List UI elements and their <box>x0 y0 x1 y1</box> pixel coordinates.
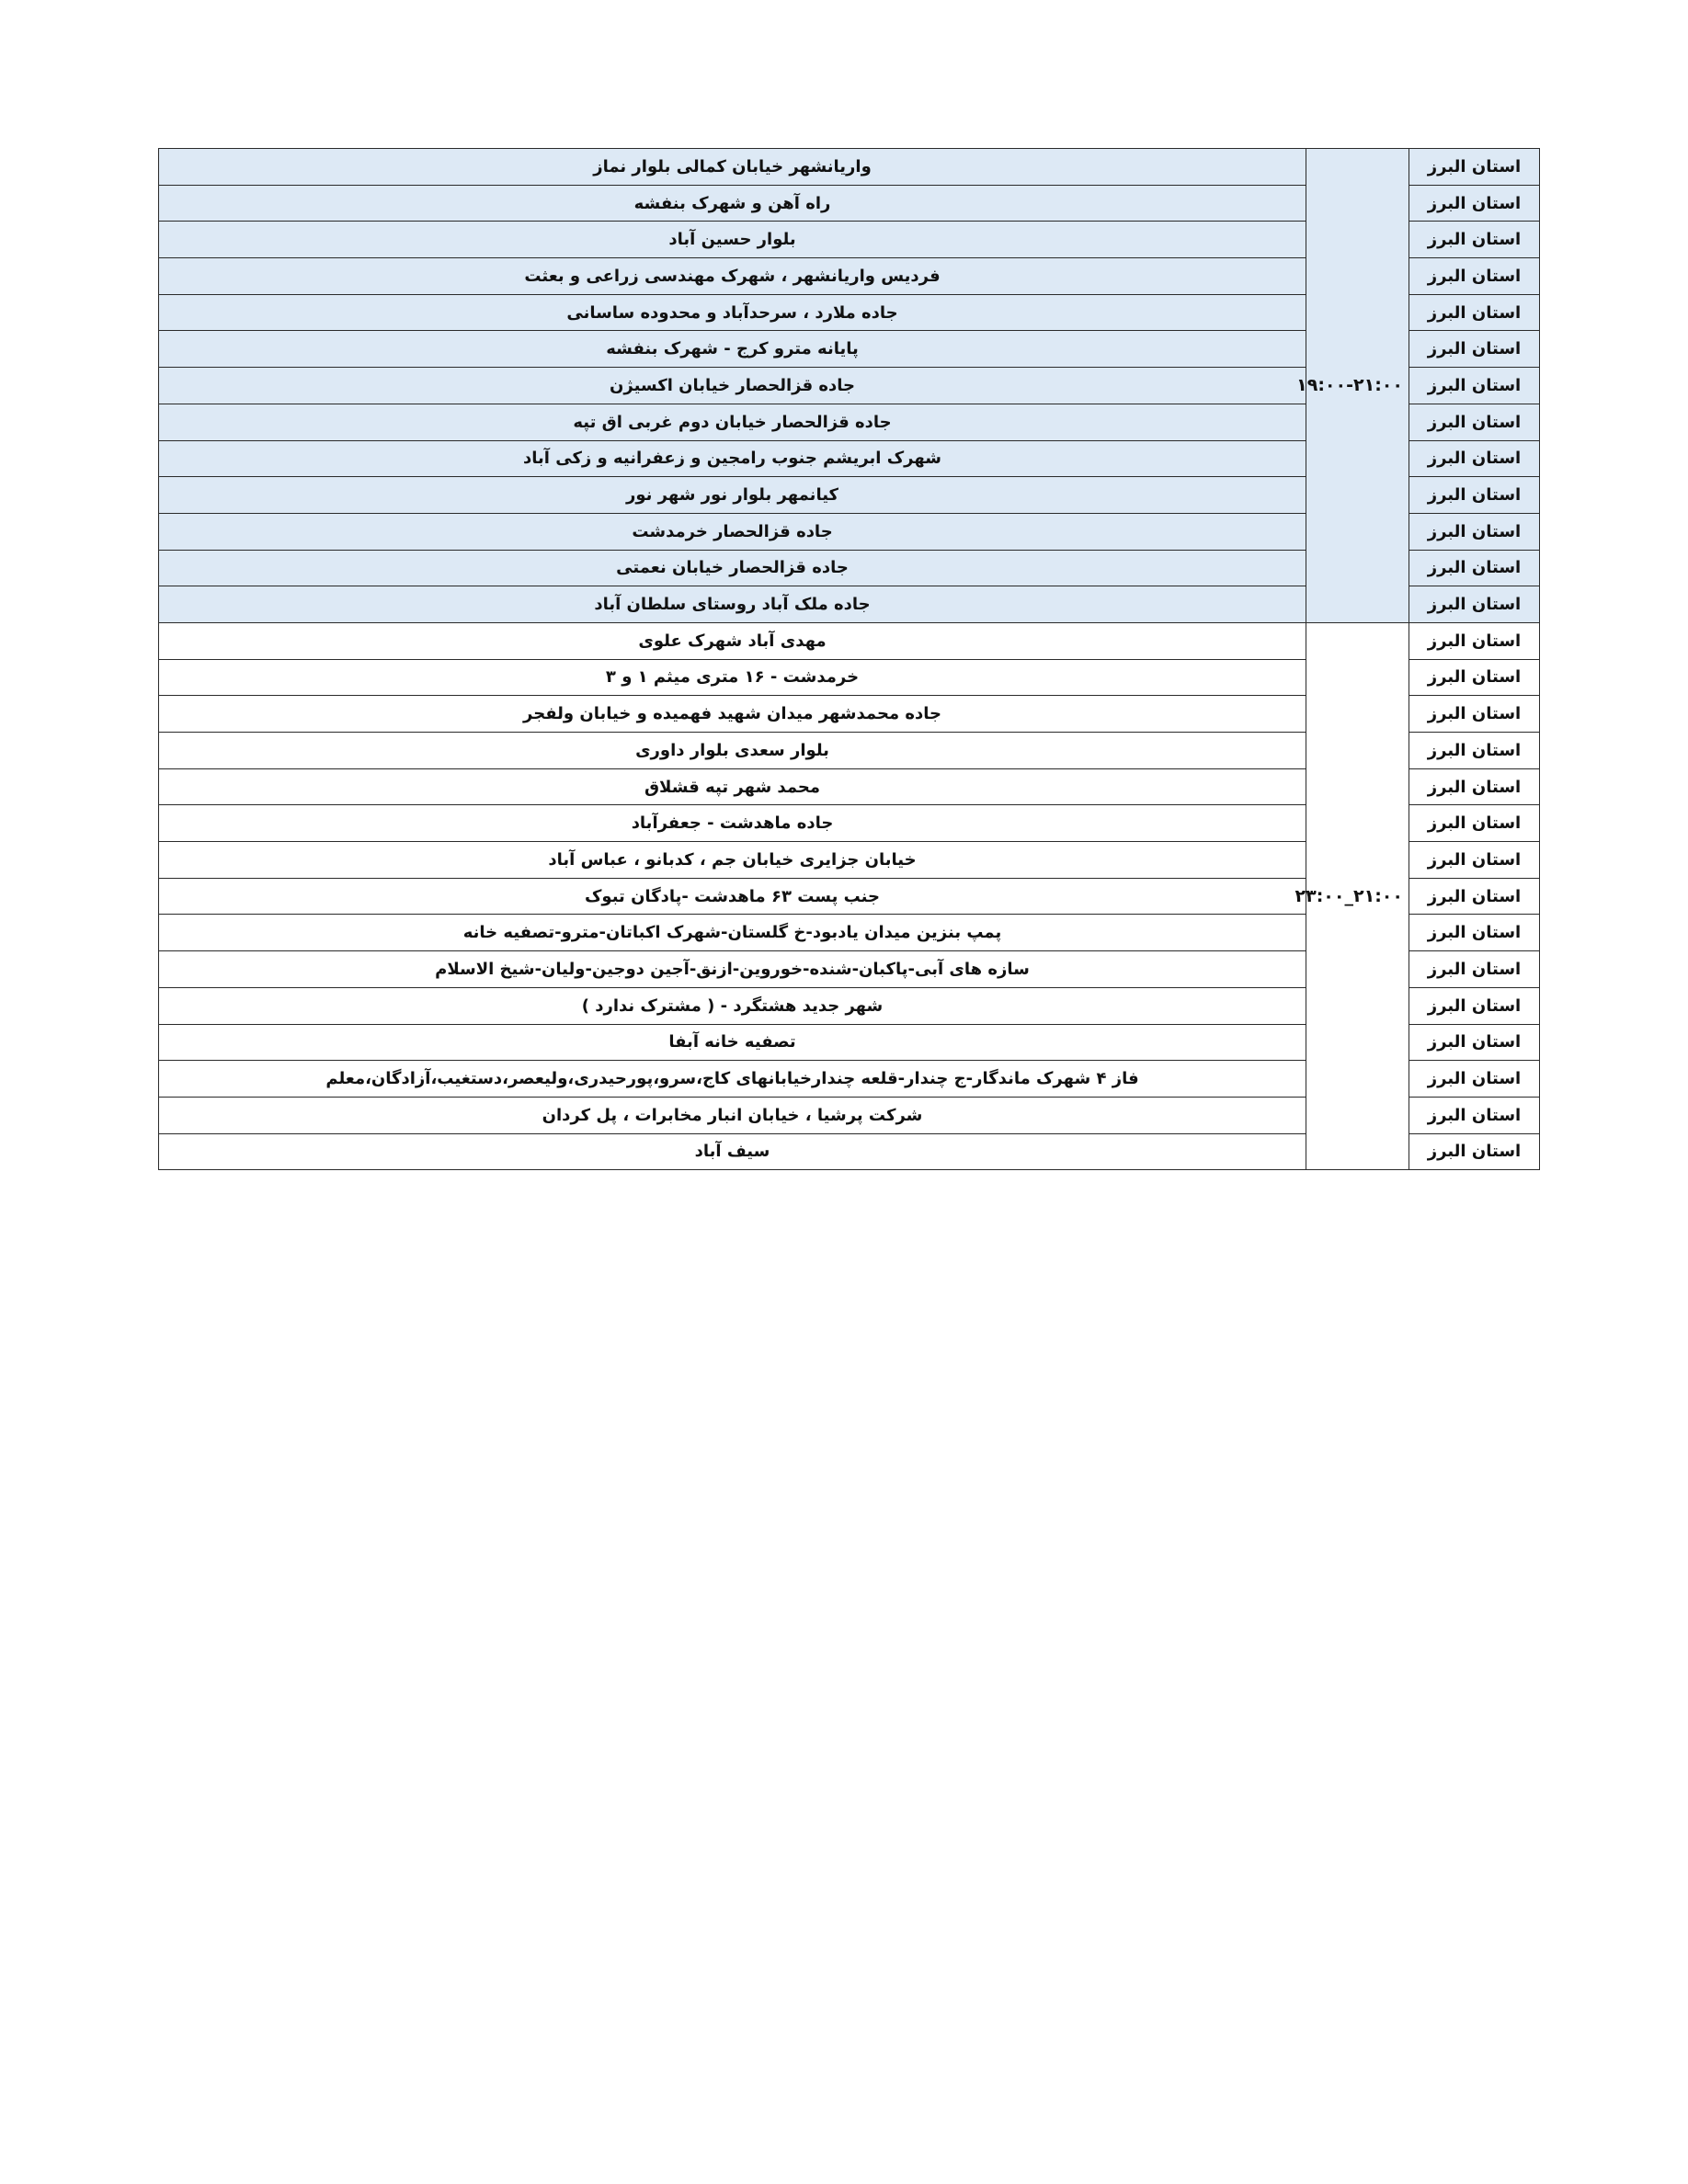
area-cell: خیابان جزایری خیابان جم ، کدبانو ، عباس آباد <box>159 842 1306 879</box>
area-cell: سازه های آبی-پاکبان-شنده-خوروین-ازنق-آجین دوجین-ولیان-شیخ الاسلام <box>159 951 1306 988</box>
area-cell: شهر جدید هشتگرد - ( مشترک ندارد ) <box>159 987 1306 1024</box>
area-cell: پمپ بنزین میدان یادبود-خ گلستان-شهرک اکباتان-مترو-تصفیه خانه <box>159 915 1306 951</box>
province-cell: استان البرز <box>1409 878 1540 915</box>
table-row <box>159 622 1540 659</box>
province-cell: استان البرز <box>1409 294 1540 331</box>
table-row <box>159 149 1540 186</box>
area-cell: مهدی آباد شهرک علوی <box>159 622 1306 659</box>
area-cell: خرمدشت - ۱۶ متری میثم ۱ و ۳ <box>159 659 1306 696</box>
area-cell: فردیس واریانشهر ، شهرک مهندسی زراعی و بعثت <box>159 258 1306 295</box>
province-cell: استان البرز <box>1409 622 1540 659</box>
province-cell: استان البرز <box>1409 1024 1540 1061</box>
province-cell: استان البرز <box>1409 1133 1540 1170</box>
province-cell: استان البرز <box>1409 404 1540 440</box>
province-cell: استان البرز <box>1409 477 1540 514</box>
area-cell: جنب پست ۶۳ ماهدشت -پادگان تبوک <box>159 878 1306 915</box>
province-cell: استان البرز <box>1409 768 1540 805</box>
province-cell: استان البرز <box>1409 1061 1540 1098</box>
province-cell: استان البرز <box>1409 513 1540 550</box>
time-slot-cell: ۲۱:۰۰_۲۳:۰۰ <box>1306 622 1409 1169</box>
province-cell: استان البرز <box>1409 987 1540 1024</box>
province-cell: استان البرز <box>1409 185 1540 222</box>
province-cell: استان البرز <box>1409 659 1540 696</box>
province-cell: استان البرز <box>1409 550 1540 586</box>
area-cell: جاده قزالحصار خیابان نعمتی <box>159 550 1306 586</box>
area-cell: کیانمهر بلوار نور شهر نور <box>159 477 1306 514</box>
area-cell: جاده قزالحصار خیابان دوم غربی اق تپه <box>159 404 1306 440</box>
area-cell: جاده ملارد ، سرحدآباد و محدوده ساسانی <box>159 294 1306 331</box>
outage-schedule-table <box>158 148 1540 1170</box>
province-cell: استان البرز <box>1409 1097 1540 1133</box>
area-cell: محمد شهر تپه قشلاق <box>159 768 1306 805</box>
area-cell: جاده محمدشهر میدان شهید فهمیده و خیابان ولفجر <box>159 696 1306 733</box>
area-cell: شرکت پرشیا ، خیابان انبار مخابرات ، پل کردان <box>159 1097 1306 1133</box>
province-cell: استان البرز <box>1409 805 1540 842</box>
area-cell: واریانشهر خیابان کمالی بلوار نماز <box>159 149 1306 186</box>
area-cell: بلوار حسین آباد <box>159 222 1306 258</box>
area-cell: پایانه مترو کرج - شهرک بنفشه <box>159 331 1306 368</box>
province-cell: استان البرز <box>1409 440 1540 477</box>
province-cell: استان البرز <box>1409 331 1540 368</box>
province-cell: استان البرز <box>1409 951 1540 988</box>
province-cell: استان البرز <box>1409 915 1540 951</box>
area-cell: بلوار سعدی بلوار داوری <box>159 733 1306 769</box>
area-cell: سیف آباد <box>159 1133 1306 1170</box>
area-cell: شهرک ابریشم جنوب رامجین و زعفرانیه و زکی آباد <box>159 440 1306 477</box>
province-cell: استان البرز <box>1409 368 1540 404</box>
province-cell: استان البرز <box>1409 222 1540 258</box>
time-slot-cell: ۱۹:۰۰-۲۱:۰۰ <box>1306 149 1409 623</box>
province-cell: استان البرز <box>1409 258 1540 295</box>
province-cell: استان البرز <box>1409 149 1540 186</box>
province-cell: استان البرز <box>1409 586 1540 623</box>
area-cell: جاده ماهدشت - جعفرآباد <box>159 805 1306 842</box>
area-cell: جاده قزالحصار خرمدشت <box>159 513 1306 550</box>
area-cell: تصفیه خانه آبفا <box>159 1024 1306 1061</box>
area-cell: جاده ملک آباد روستای سلطان آباد <box>159 586 1306 623</box>
province-cell: استان البرز <box>1409 842 1540 879</box>
table-body <box>159 149 1540 1170</box>
area-cell: راه آهن و شهرک بنفشه <box>159 185 1306 222</box>
area-cell: فاز ۴ شهرک ماندگار-ج چندار-قلعه چندارخیابانهای کاج،سرو،پورحیدری،ولیعصر،دستغیب،آزادگان،معلم <box>159 1061 1306 1098</box>
province-cell: استان البرز <box>1409 733 1540 769</box>
province-cell: استان البرز <box>1409 696 1540 733</box>
area-cell: جاده قزالحصار خیابان اکسیژن <box>159 368 1306 404</box>
